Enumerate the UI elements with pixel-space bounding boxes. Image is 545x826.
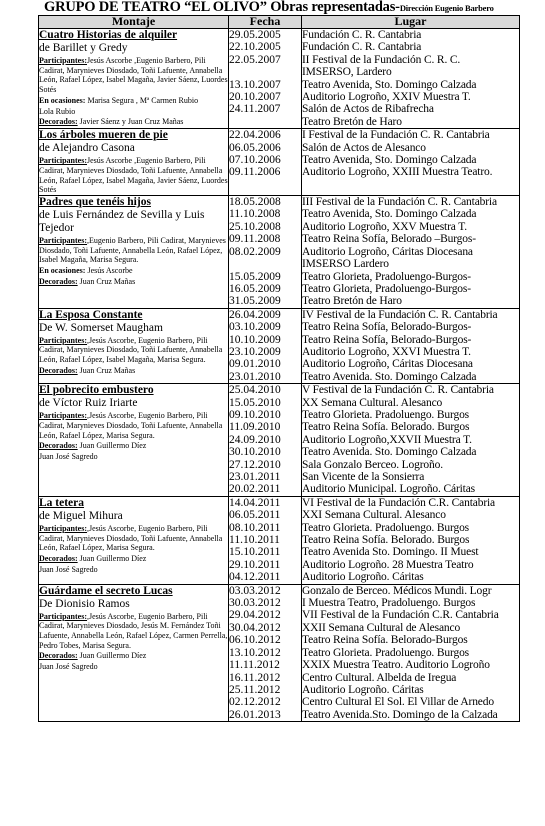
performance-place: Auditorio Logroño. Cáritas [302,571,424,584]
credit-text: Jesús Ascorbe ,Eugenio Barbero, Pili Cadirat, Marynieves Diosdado, Toñi Lafuente, Annabella León, Rafael López, Isabel Magaña, Javier Sáenz, Luordes Sotés [39,56,228,95]
performance-date: 06.05.2006 [229,141,281,154]
play-row [39,384,520,497]
performance-date: 18.05.2008 [229,196,281,209]
credit-block [39,277,228,287]
plays-table [38,15,520,722]
play-row [39,308,520,383]
performance-date: 16.11.2012 [229,671,281,684]
credit-text: Juan Cruz Mañas [77,365,136,375]
credit-block [39,411,228,440]
performance-date: 22.05.2007 [229,53,281,66]
performance-place: VII Festival de la Fundación C.R. Cantabria [302,609,499,622]
performance-place: Auditorio Logroño. 28 Muestra Teatro [302,558,474,571]
performance-place: Sala Gonzalo Berceo. Logroño. [302,458,443,471]
credit-label: Decorados: [39,117,78,127]
performance-place: Fundación C. R. Cantabria [302,29,422,41]
credit-label: Decorados: [39,553,78,563]
performance-date: 31.05.2009 [229,295,281,308]
performance-place: V Festival de la Fundación C. R. Cantabria [302,384,494,397]
performance-place: Teatro Bretón de Haro [302,295,402,308]
places-cell [302,129,520,196]
performance-date: 24.09.2010 [229,433,281,446]
credit-label: Decorados: [39,365,78,375]
credit-label: Decorados: [39,276,78,286]
performance-date: 13.10.2012 [229,646,281,659]
play-author: De W. Somerset Maugham [39,321,163,334]
credit-block [39,236,228,265]
credit-text: ,Jesús Ascorbe, Eugenio Barbero, Pili Cadirat, Marynieves Diosdado, Toñi Lafuente, Annabella León, Rafael López, Marisa Segura. [39,523,223,553]
places-cell [302,584,520,721]
credit-text: Juan Guillermo Díez [77,441,147,451]
performance-date: 26.01.2013 [229,708,281,721]
credit-block [39,266,228,276]
credit-text: Juan Cruz Mañas [77,276,136,286]
performance-date: 06.05.2011 [229,509,281,522]
credit-label: Participantes: [39,156,87,166]
performance-date: 29.10.2011 [229,558,281,571]
performance-place: Centro Cultural. Albelda de Iregua [302,671,457,684]
credit-text: Jesús Ascorbe [85,266,133,276]
play-cell [39,496,229,584]
performance-place: Teatro Glorieta. Pradoluengo. Burgos [302,521,470,534]
performance-place: Teatro Bretón de Haro [302,115,402,128]
places-cell [302,196,520,309]
play-author: De Dionisio Ramos [39,597,130,610]
play-row [39,496,520,584]
performance-date: 30.10.2010 [229,446,281,459]
performance-place: Teatro Reina Sofía. Belorado-Burgos [302,634,468,647]
performance-place: I Muestra Teatro, Pradoluengo. Burgos [302,597,476,610]
play-title [39,585,228,598]
performance-date: 09.10.2010 [229,408,281,421]
credit-block [39,336,228,365]
play-title [39,196,228,209]
credit-continuation: Lola Rubio [39,106,76,116]
performance-date: 04.12.2011 [229,571,281,584]
credit-label: Participantes: [39,411,87,421]
play-cell [39,196,229,309]
credit-block [39,366,228,376]
performance-date: 16.05.2009 [229,282,281,295]
performance-place: Auditorio Logroño, Cáritas Diocesana [302,358,473,371]
play-cell [39,129,229,196]
credit-continuation: Juan José Sagredo [39,451,98,461]
performance-place: Teatro Reina Sofía. Belorado. Burgos [302,421,470,434]
credit-text: ,Jesús Ascorbe, Eugenio Barbero, Pili Cadirat, Marynieves Diosdado, Toñi Lafuente, Annabella León, Rafael López, Isabel Magaña, Marisa Segura. [39,335,223,365]
play-cell [39,384,229,497]
dates-cell [229,29,302,129]
performance-place: Auditorio Logroño,XXVII Muestra T. [302,433,472,446]
play-author: de Luis Fernández de Sevilla y Luis Tejedor [39,209,205,235]
credit-continuation: Juan José Sagredo [39,662,98,672]
credit-text: ,Jesús Ascorbe, Eugenio Barbero, Pili Cadirat, Marynieves Diosdado, Toñi Lafuente, Annabella León, Rafael López, Marisa Segura. [39,411,223,440]
performance-date: 25.11.2012 [229,683,281,696]
document-title [44,0,544,15]
play-title-text: La tetera [39,496,85,509]
performance-date: 20.02.2011 [229,483,281,496]
credit-text: Javier Sáenz y Juan Cruz Mañas [77,117,184,127]
performance-place: Auditorio Logroño, XXIV Muestra T. [302,91,471,104]
credit-label: Participantes: [39,236,87,246]
performance-date: 23.10.2009 [229,345,281,358]
performance-date: 30.03.2012 [229,597,281,610]
performance-date: 02.12.2012 [229,696,281,709]
credit-block [39,554,228,564]
performance-place: Teatro Reina Sofía, Belorado –Burgos- [302,233,476,246]
credit-block [39,441,228,451]
performance-date: 08.10.2011 [229,521,281,534]
performance-place: IMSERSO Lardero [302,258,389,271]
dates-cell [229,308,302,383]
play-title [39,29,228,42]
performance-place: IV Festival de la Fundación C. R. Cantabria [302,308,498,321]
performance-place: Salón de Actos de Ribafrecha [302,103,434,116]
credit-block [39,117,228,127]
performance-place: Teatro Glorieta, Pradoluengo-Burgos- [302,282,471,295]
performance-date: 11.10.2008 [229,208,281,221]
performance-place: Centro Cultural El Sol. El Villar de Arnedo [302,696,494,709]
performance-place: Teatro Avenida, Sto. Domingo Calzada [302,208,477,221]
performance-place: San Vicente de la Sonsierra [302,471,425,483]
credit-continuation: Juan José Sagredo [39,564,98,574]
performance-date: 06.10.2012 [229,634,281,647]
credit-block [39,651,228,661]
header-montaje: Montaje [39,16,229,29]
performance-place: Teatro Reina Sofía, Belorado-Burgos- [302,333,472,346]
play-title-text: La Esposa Constante [39,308,143,321]
performance-place: Auditorio Logroño, Cáritas Diocesana [302,245,473,258]
play-title-text: Padres que tenéis hijos [39,196,151,209]
credit-label: Participantes: [39,335,87,345]
performance-date [229,116,301,128]
play-title-text: Cuatro Historias de alquiler [39,29,178,41]
performance-date: 09.11.2006 [229,166,281,179]
performance-date [229,258,301,270]
dates-cell [229,196,302,309]
credit-block [39,612,228,651]
header-lugar: Lugar [302,16,520,29]
performance-date: 23.01.2011 [229,471,281,483]
performance-place: Auditorio Logroño, XXVI Muestra T. [302,345,471,358]
performance-date: 07.10.2006 [229,154,281,167]
play-row [39,196,520,309]
performance-place: XXII Semana Cultural de Alesanco [302,621,461,634]
performance-place: Teatro Reina Sofía. Belorado. Burgos [302,534,470,547]
performance-place: XX Semana Cultural. Alesanco [302,396,443,409]
performance-date: 22.10.2005 [229,41,281,54]
play-cell [39,29,229,129]
play-title [39,309,228,322]
performance-date: 11.10.2011 [229,534,280,547]
title-main: GRUPO DE TEATRO “EL OLIVO” Obras representadas- [44,0,400,15]
performance-place: Fundación C. R. Cantabria [302,41,422,54]
performance-date: 26.04.2009 [229,308,281,321]
performance-date: 24.11.2007 [229,103,281,116]
play-author: de Barillet y Gredy [39,42,128,54]
places-cell [302,29,520,129]
performance-date: 30.04.2012 [229,621,281,634]
performance-date: 08.02.2009 [229,245,281,258]
dates-cell [229,584,302,721]
performance-date: 23.01.2010 [229,370,281,383]
performance-place: Auditorio Municipal. Logroño. Cáritas [302,483,475,496]
performance-date: 11.09.2010 [229,421,281,434]
performance-place: Auditorio Logroño, XXIII Muestra Teatro. [302,166,493,179]
credit-text: ,Eugenio Barbero, Pili Cadirat, Marynieves Diosdado, Toñi Lafuente, Annabella León, Rafael López, Isabel Magaña, Marisa Segura. [39,236,226,265]
play-cell [39,308,229,383]
performance-date: 03.10.2009 [229,321,281,334]
credit-label: En ocasiones: [39,266,86,276]
places-cell [302,496,520,584]
performance-place: Auditorio Logroño. Cáritas [302,683,424,696]
performance-place: Teatro Glorieta. Pradoluengo. Burgos [302,646,470,659]
performance-place: XXIX Muestra Teatro. Auditorio Logroño [302,659,490,672]
performance-date: 10.10.2009 [229,333,281,346]
play-cell [39,584,229,721]
play-title [39,384,228,397]
dates-cell [229,384,302,497]
play-title-text: Guárdame el secreto Lucas [39,584,173,597]
performance-date: 29.04.2012 [229,609,281,622]
performance-date: 15.10.2011 [229,546,281,559]
performance-date: 25.10.2008 [229,220,281,233]
header-fecha: Fecha [229,16,302,29]
performance-place: XXI Semana Cultural. Alesanco [302,509,446,522]
performance-place: II Festival de la Fundación C. R. C. [302,53,461,66]
credit-text: ,Jesús Ascorbe, Eugenio Barbero, Pili Cadirat, Marynieves Diosdado, Jesús M. Fernández Toñi Lafuente, Annabella León, Rafael López, Carmen Perrella, Pedro Tobes, Marisa Segura. [39,611,228,650]
play-title [39,129,228,142]
play-row [39,129,520,196]
performance-date: 09.11.2008 [229,233,281,246]
performance-place: Teatro Glorieta, Pradoluengo-Burgos- [302,270,471,283]
credit-text: Juan Guillermo Díez [77,651,147,661]
performance-date: 15.05.2009 [229,270,281,283]
play-author: de Víctor Ruiz Iriarte [39,397,138,410]
play-title-text: Los árboles mueren de pie [39,129,168,142]
play-row [39,29,520,129]
play-row [39,584,520,721]
dates-cell [229,129,302,196]
performance-place: Auditorio Logroño, XXV Muestra T. [302,220,467,233]
performance-date [229,66,301,78]
credit-block [39,524,228,553]
performance-date: 20.10.2007 [229,91,281,104]
performance-place: Teatro Avenida, Sto. Domingo Calzada [302,154,477,167]
performance-date: 03.03.2012 [229,584,281,597]
performance-place: Teatro Avenida. Sto. Domingo Calzada [302,370,477,383]
credit-label: En ocasiones: [39,95,86,105]
performance-place: Teatro Avenida, Sto. Domingo Calzada [302,78,477,91]
performance-date: 22.04.2006 [229,129,281,142]
dates-cell [229,496,302,584]
places-cell [302,384,520,497]
performance-place: Salón de Actos de Alesanco [302,141,426,154]
performance-place: Teatro Reina Sofía, Belorado-Burgos- [302,321,472,334]
performance-date: 11.11.2012 [229,659,280,672]
performance-place: IMSERSO, Lardero [302,66,392,79]
performance-date: 14.04.2011 [229,496,281,509]
performance-place: Teatro Avenida. Sto. Domingo Calzada [302,446,477,459]
credit-label: Decorados: [39,651,78,661]
credit-block [39,56,228,95]
performance-place: Teatro Avenida.Sto. Domingo de la Calzada [302,708,498,721]
play-title-text: El pobrecito embustero [39,384,154,397]
places-cell [302,308,520,383]
credit-text: Jesús Ascorbe ,Eugenio Barbero, Pili Cadirat, Marynieves Diosdado, Toñi Lafuente, Annabella León, Rafael López, Isabel Magaña, Javier Sáenz, Luordes Sotés [39,156,228,195]
performance-place: Teatro Avenida Sto. Domingo. II Muest [302,546,479,559]
credit-label: Participantes: [39,611,87,621]
credit-block [39,156,228,195]
performance-date: 25.04.2010 [229,384,281,397]
credit-text: Marisa Segura , Mª Carmen Rubio [85,95,199,105]
credit-label: Participantes: [39,523,87,533]
performance-date: 09.01.2010 [229,358,281,371]
play-author: de Alejandro Casona [39,142,135,155]
performance-place: Gonzalo de Berceo. Médicos Mundi. Logr [302,584,492,597]
title-director: Dirección Eugenio Barbero [399,3,494,13]
performance-date: 13.10.2007 [229,78,281,91]
header-row [39,16,520,29]
play-author: de Miguel Mihura [39,509,123,522]
performance-place: VI Festival de la Fundación C.R. Cantabria [302,496,495,509]
credit-label: Decorados: [39,441,78,451]
credit-text: Juan Guillermo Díez [77,553,147,563]
play-title [39,497,228,510]
performance-place: Teatro Glorieta. Pradoluengo. Burgos [302,408,470,421]
credit-block [39,96,228,106]
performance-place: III Festival de la Fundación C. R. Cantabria [302,196,497,209]
performance-date: 15.05.2010 [229,396,281,409]
performance-place: I Festival de la Fundación C. R. Cantabria [302,129,490,142]
performance-date: 29.05.2005 [229,29,281,41]
performance-date: 27.12.2010 [229,458,281,471]
credit-label: Participantes: [39,56,87,65]
